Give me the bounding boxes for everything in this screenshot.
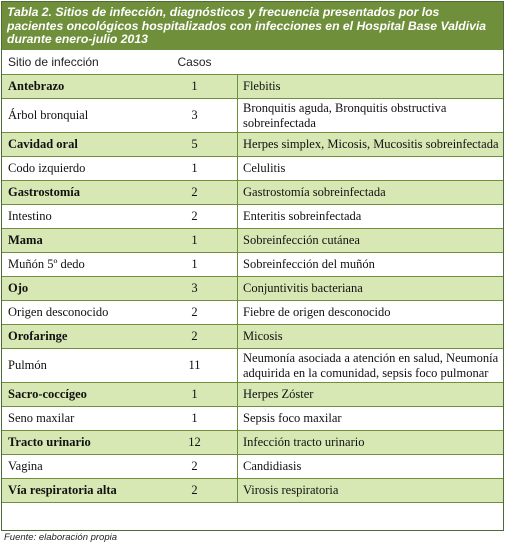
cell-diagnosis: Virosis respiratoria — [237, 479, 503, 502]
cell-site: Origen desconocido — [8, 305, 109, 319]
cell-cases: 2 — [191, 459, 198, 473]
table-row — [2, 157, 503, 181]
table-row — [2, 75, 503, 99]
cell-cases: 2 — [191, 329, 198, 343]
cell-diagnosis: Gastrostomía sobreinfectada — [237, 181, 503, 204]
cell-site: Orofaringe — [8, 329, 68, 343]
table-row — [2, 431, 503, 455]
cell-site: Sacro-coccígeo — [8, 387, 87, 401]
cell-site: Árbol bronquial — [8, 108, 89, 122]
cell-cases: 2 — [191, 185, 198, 199]
cell-site: Ojo — [8, 281, 29, 295]
cell-diagnosis: Celulitis — [237, 157, 503, 180]
header-cases: Casos — [177, 55, 212, 69]
cell-site: Antebrazo — [8, 79, 65, 93]
cell-cases: 3 — [191, 281, 198, 295]
table-row — [2, 253, 503, 277]
cell-diagnosis: Sobreinfección del muñón — [237, 253, 503, 276]
table-row — [2, 205, 503, 229]
table-row — [2, 325, 503, 349]
cell-diagnosis: Conjuntivitis bacteriana — [237, 277, 503, 300]
header-diagnosis — [237, 50, 503, 74]
cell-cases: 2 — [191, 483, 198, 497]
cell-diagnosis: Bronquitis aguda, Bronquitis obstructiva sobreinfectada — [237, 99, 503, 132]
table-row — [2, 455, 503, 479]
table-row — [2, 277, 503, 301]
cell-site: Cavidad oral — [8, 137, 78, 151]
cell-cases: 1 — [191, 161, 198, 175]
table-body — [2, 75, 503, 503]
cell-diagnosis: Neumonía asociada a atención en salud, Neumonía adquirida en la comunidad, sepsis foco pulmonar — [237, 349, 503, 382]
cell-diagnosis: Fiebre de origen desconocido — [237, 301, 503, 324]
cell-diagnosis: Infección tracto urinario — [237, 431, 503, 454]
table-header — [2, 50, 503, 75]
cell-diagnosis: Sobreinfección cutánea — [237, 229, 503, 252]
cell-site: Seno maxilar — [8, 411, 75, 425]
cell-cases: 1 — [191, 257, 198, 271]
cell-site: Pulmón — [8, 358, 47, 372]
cell-site: Mama — [8, 233, 43, 247]
table-row — [2, 479, 503, 503]
cell-diagnosis: Flebitis — [237, 75, 503, 98]
cell-cases: 1 — [191, 411, 198, 425]
table-footer: Fuente: elaboración propia — [4, 532, 118, 543]
cell-diagnosis: Sepsis foco maxilar — [237, 407, 503, 430]
cell-diagnosis: Enteritis sobreinfectada — [237, 205, 503, 228]
table-row — [2, 229, 503, 253]
table-title: Tabla 2. Sitios de infección, diagnósticos y frecuencia presentados por los pacientes oncológicos hospitalizados con infecciones en el Hospital Base Valdivia durante enero-julio 2013 — [2, 2, 503, 50]
cell-cases: 2 — [191, 209, 198, 223]
table-row — [2, 99, 503, 133]
cell-cases: 1 — [191, 79, 198, 93]
table-row — [2, 133, 503, 157]
table-row — [2, 383, 503, 407]
cell-diagnosis: Micosis — [237, 325, 503, 348]
cell-cases: 1 — [191, 387, 198, 401]
cell-site: Vía respiratoria alta — [8, 483, 117, 497]
cell-diagnosis: Herpes Zóster — [237, 383, 503, 406]
cell-cases: 11 — [188, 358, 201, 372]
cell-cases: 2 — [191, 305, 198, 319]
cell-cases: 12 — [188, 435, 201, 449]
table-row — [2, 181, 503, 205]
table-row — [2, 301, 503, 325]
table-row — [2, 349, 503, 383]
cell-site: Codo izquierdo — [8, 161, 86, 175]
cell-cases: 3 — [191, 108, 198, 122]
cell-site: Muñón 5º dedo — [8, 257, 85, 271]
cell-diagnosis: Candidiasis — [237, 455, 503, 478]
cell-site: Gastrostomía — [8, 185, 80, 199]
table-frame — [1, 1, 504, 531]
table-row — [2, 407, 503, 431]
cell-cases: 1 — [191, 233, 198, 247]
header-site: Sitio de infección — [8, 55, 99, 69]
cell-site: Intestino — [8, 209, 52, 223]
cell-site: Vagina — [8, 459, 43, 473]
cell-diagnosis: Herpes simplex, Micosis, Mucositis sobreinfectada — [237, 133, 503, 156]
cell-site: Tracto urinario — [8, 435, 91, 449]
cell-cases: 5 — [191, 137, 198, 151]
